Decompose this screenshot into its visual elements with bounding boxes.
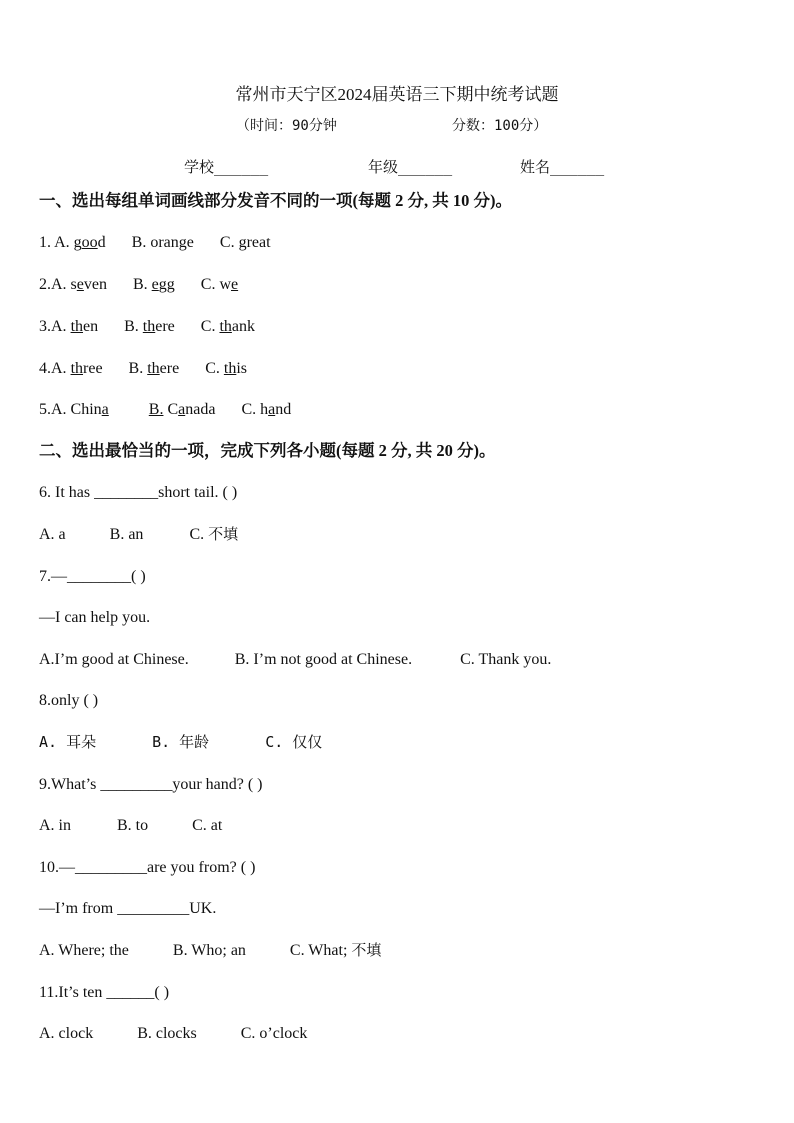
- question-7-options: A.I’m good at Chinese. B. I’m not good at Chinese. C. Thank you.: [39, 651, 552, 668]
- question-9: 9.What’s _________your hand? ( ): [39, 776, 263, 793]
- question-7-reply: —I can help you.: [39, 609, 151, 626]
- name-field: 姓名______: [520, 158, 605, 176]
- section1-heading: 一、选出每组单词画线部分发音不同的一项(每题 2 分, 共 10 分)。: [39, 191, 512, 210]
- question-7: 7.—________( ): [39, 568, 146, 585]
- question-8: 8.only ( ): [39, 692, 99, 709]
- question-11-options: A. clock B. clocks C. o’clock: [39, 1025, 308, 1042]
- page-title: 常州市天宁区2024届英语三下期中统考试题: [235, 85, 559, 104]
- question-2: 2.A. seven B. egg C. we: [39, 276, 239, 293]
- question-8-options: A. 耳朵 B. 年龄 C. 仅仅: [39, 733, 323, 751]
- question-1: 1. A. good B. orange C. great: [39, 234, 271, 251]
- question-5: 5.A. China B. Canada C. hand: [39, 401, 292, 418]
- question-9-options: A. in B. to C. at: [39, 817, 223, 834]
- question-10-reply: —I’m from _________UK.: [39, 900, 217, 917]
- section2-heading: 二、选出最恰当的一项，完成下列各小题(每题 2 分, 共 20 分)。: [39, 441, 496, 460]
- question-11: 11.It’s ten ______( ): [39, 984, 170, 1001]
- question-10: 10.—_________are you from? ( ): [39, 859, 256, 876]
- school-field: 学校______: [184, 158, 269, 176]
- score-label: 分数：100分）: [452, 118, 548, 134]
- question-4: 4.A. three B. there C. this: [39, 360, 247, 377]
- question-6: 6. It has ________short tail. ( ): [39, 484, 238, 501]
- question-6-options: A. a B. an C. 不填: [39, 525, 239, 543]
- time-label: （时间：90分钟: [236, 118, 337, 134]
- question-3: 3.A. then B. there C. thank: [39, 318, 256, 335]
- grade-field: 年级______: [368, 158, 453, 176]
- question-10-options: A. Where; the B. Who; an C. What; 不填: [39, 941, 382, 959]
